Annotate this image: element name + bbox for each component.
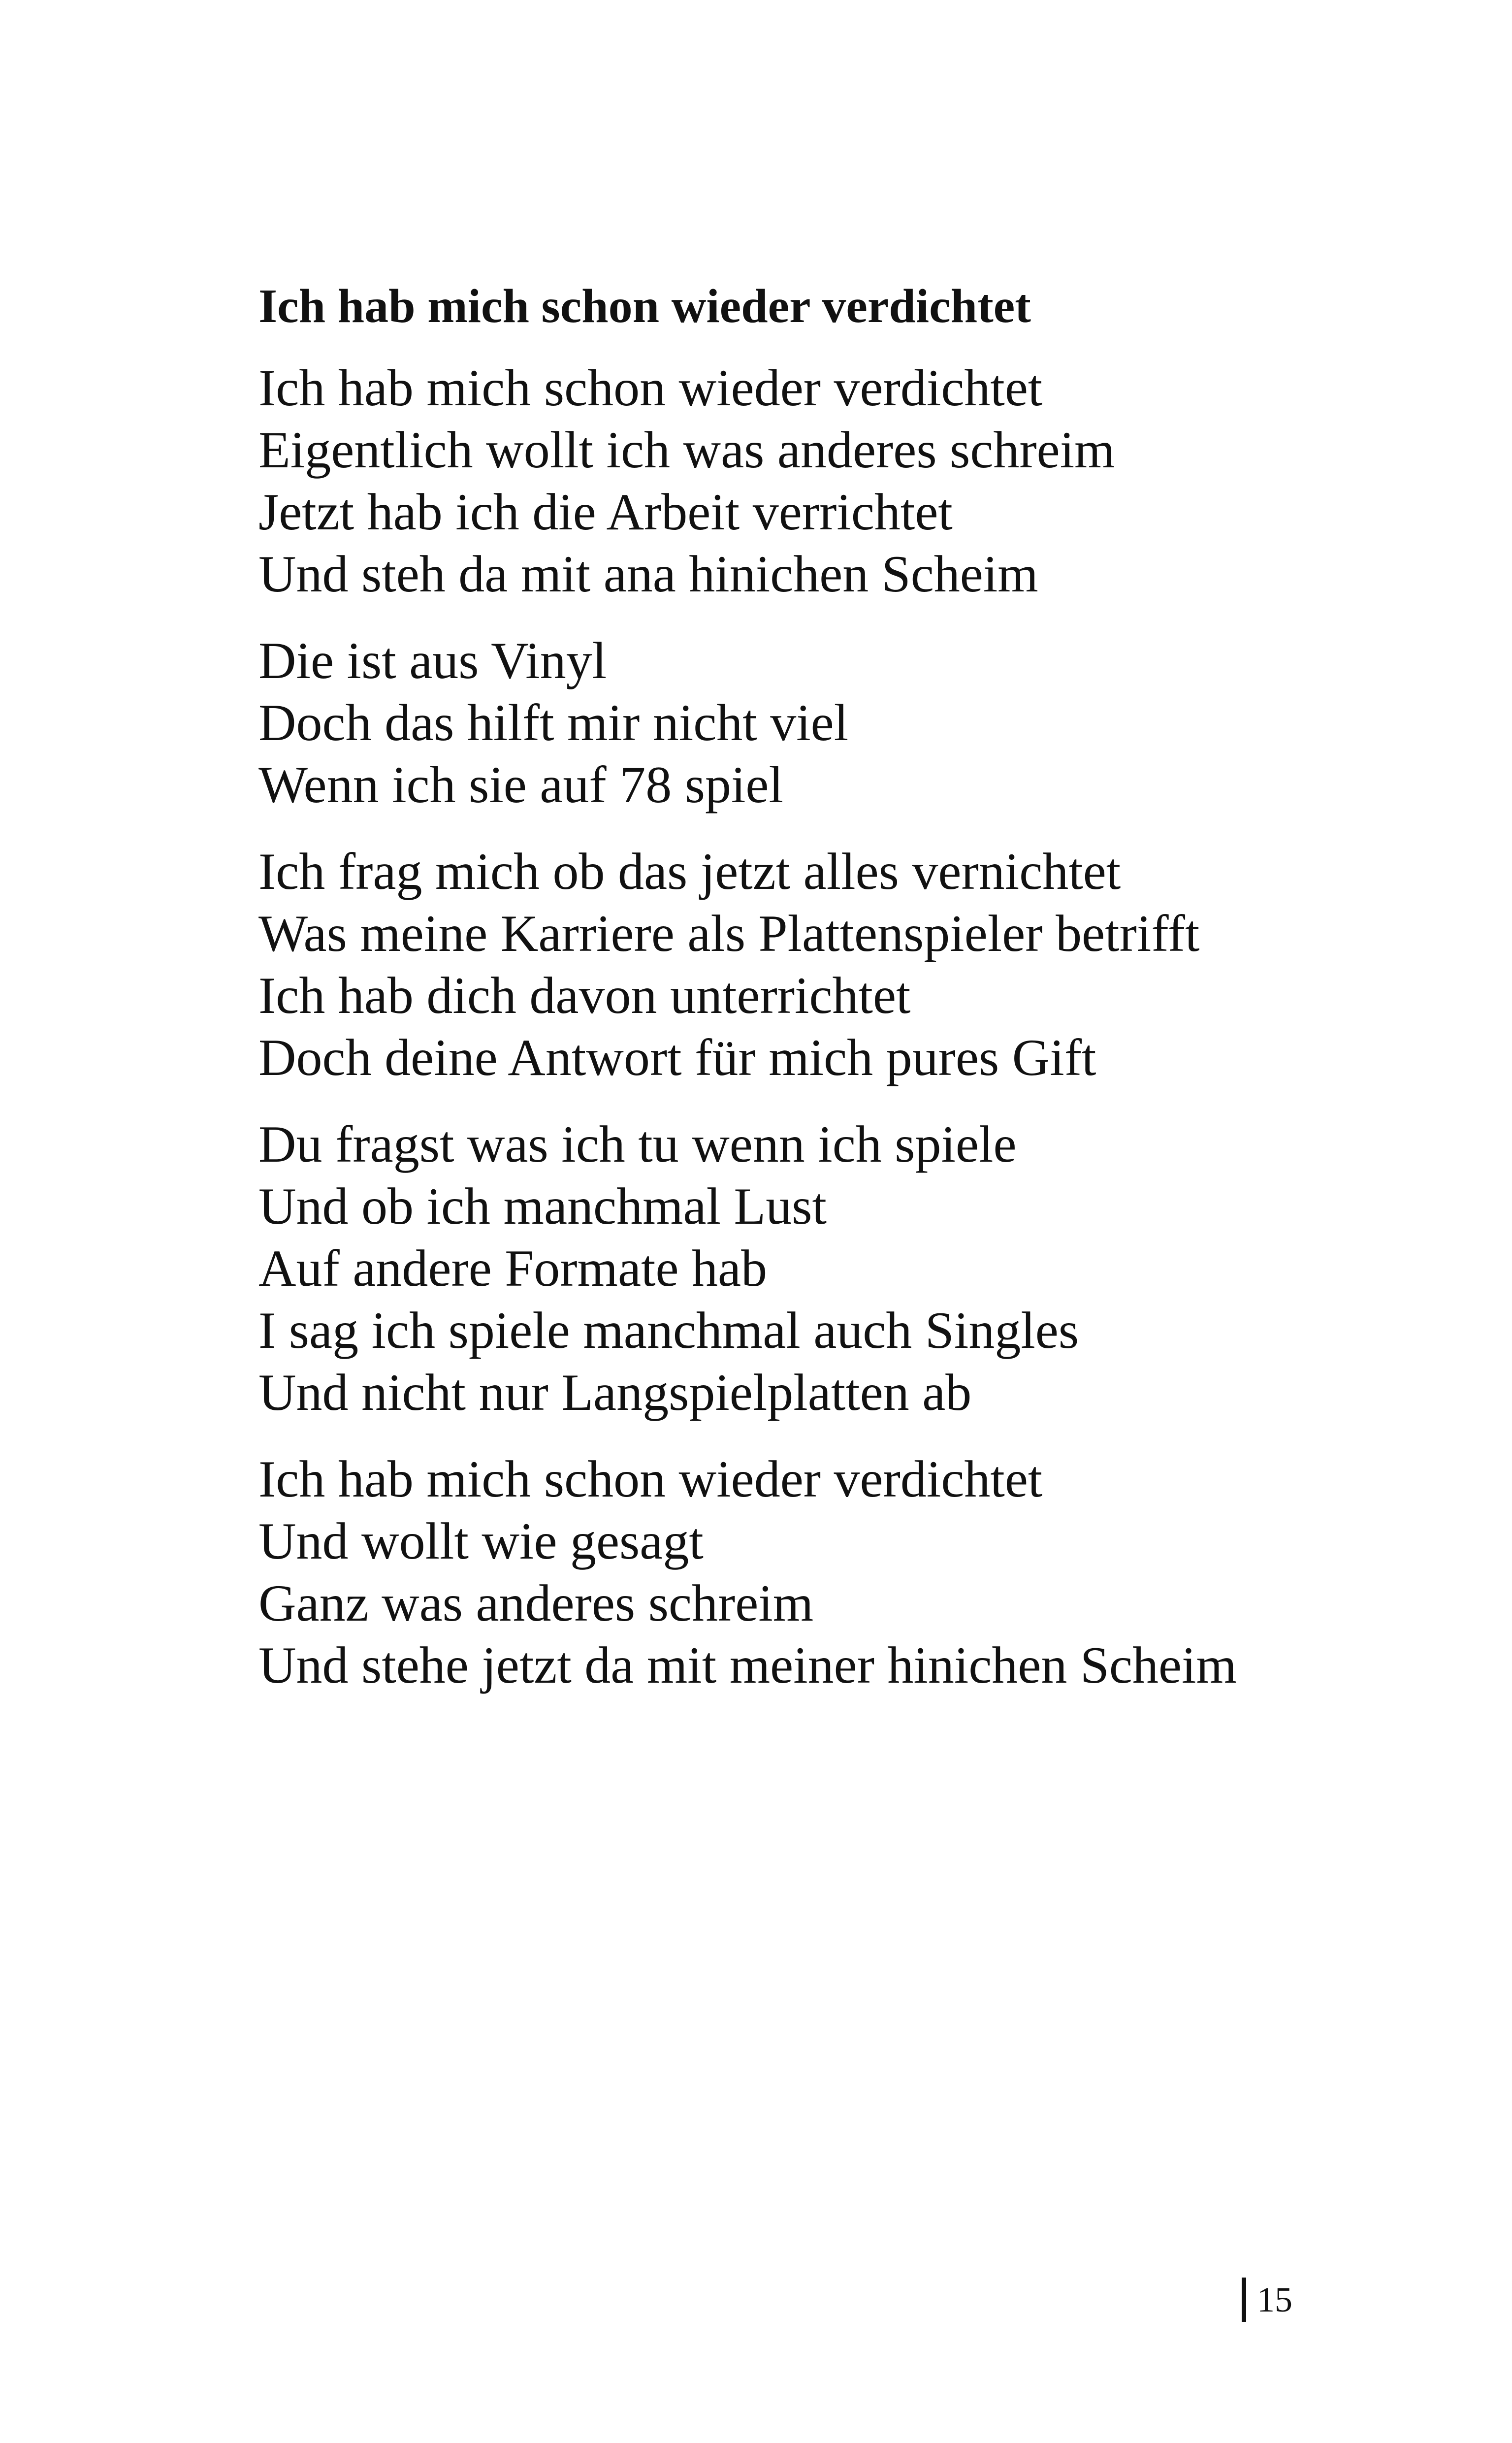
poem-line: Ich hab mich schon wieder verdichtet [258, 1450, 1043, 1508]
poem-line: Und stehe jetzt da mit meiner hinichen Scheim [258, 1636, 1237, 1694]
poem-line: Ich frag mich ob das jetzt alles vernichtet [258, 843, 1121, 900]
stanza-4 [258, 1113, 1391, 1424]
poem-line: Du fragst was ich tu wenn ich spiele [258, 1115, 1017, 1173]
poem-line: Und nicht nur Langspielplatten ab [258, 1364, 972, 1421]
poem-line: Was meine Karriere als Plattenspieler betrifft [258, 905, 1200, 962]
poem-line: Ich hab mich schon wieder verdichtet [258, 359, 1043, 417]
poem-line: Jetzt hab ich die Arbeit verrichtet [258, 483, 953, 541]
poem-line: Und wollt wie gesagt [258, 1512, 704, 1570]
poem-line: Wenn ich sie auf 78 spiel [258, 756, 783, 814]
page-number-text: 15 [1257, 2280, 1292, 2319]
poem-line: I sag ich spiele manchmal auch Singles [258, 1302, 1079, 1359]
poem-title: Ich hab mich schon wieder verdichtet [258, 280, 1031, 333]
poem-line: Und steh da mit ana hinichen Scheim [258, 545, 1038, 603]
poem-line: Doch das hilft mir nicht viel [258, 694, 849, 751]
poem-line: Doch deine Antwort für mich pures Gift [258, 1029, 1096, 1086]
poem-line: Die ist aus Vinyl [258, 632, 607, 689]
stanza-1 [258, 357, 1391, 605]
poem-line: Ganz was anderes schreim [258, 1574, 814, 1632]
poem [258, 276, 1391, 1721]
poem-line: Eigentlich wollt ich was anderes schreim [258, 421, 1115, 479]
stanza-2 [258, 630, 1391, 816]
page-number [1242, 2278, 1292, 2322]
page-number-divider [1242, 2278, 1246, 2322]
poem-line: Ich hab dich davon unterrichtet [258, 967, 911, 1024]
stanza-3 [258, 841, 1391, 1089]
poem-line: Und ob ich manchmal Lust [258, 1177, 827, 1235]
poem-line: Auf andere Formate hab [258, 1239, 768, 1297]
stanza-5 [258, 1448, 1391, 1696]
